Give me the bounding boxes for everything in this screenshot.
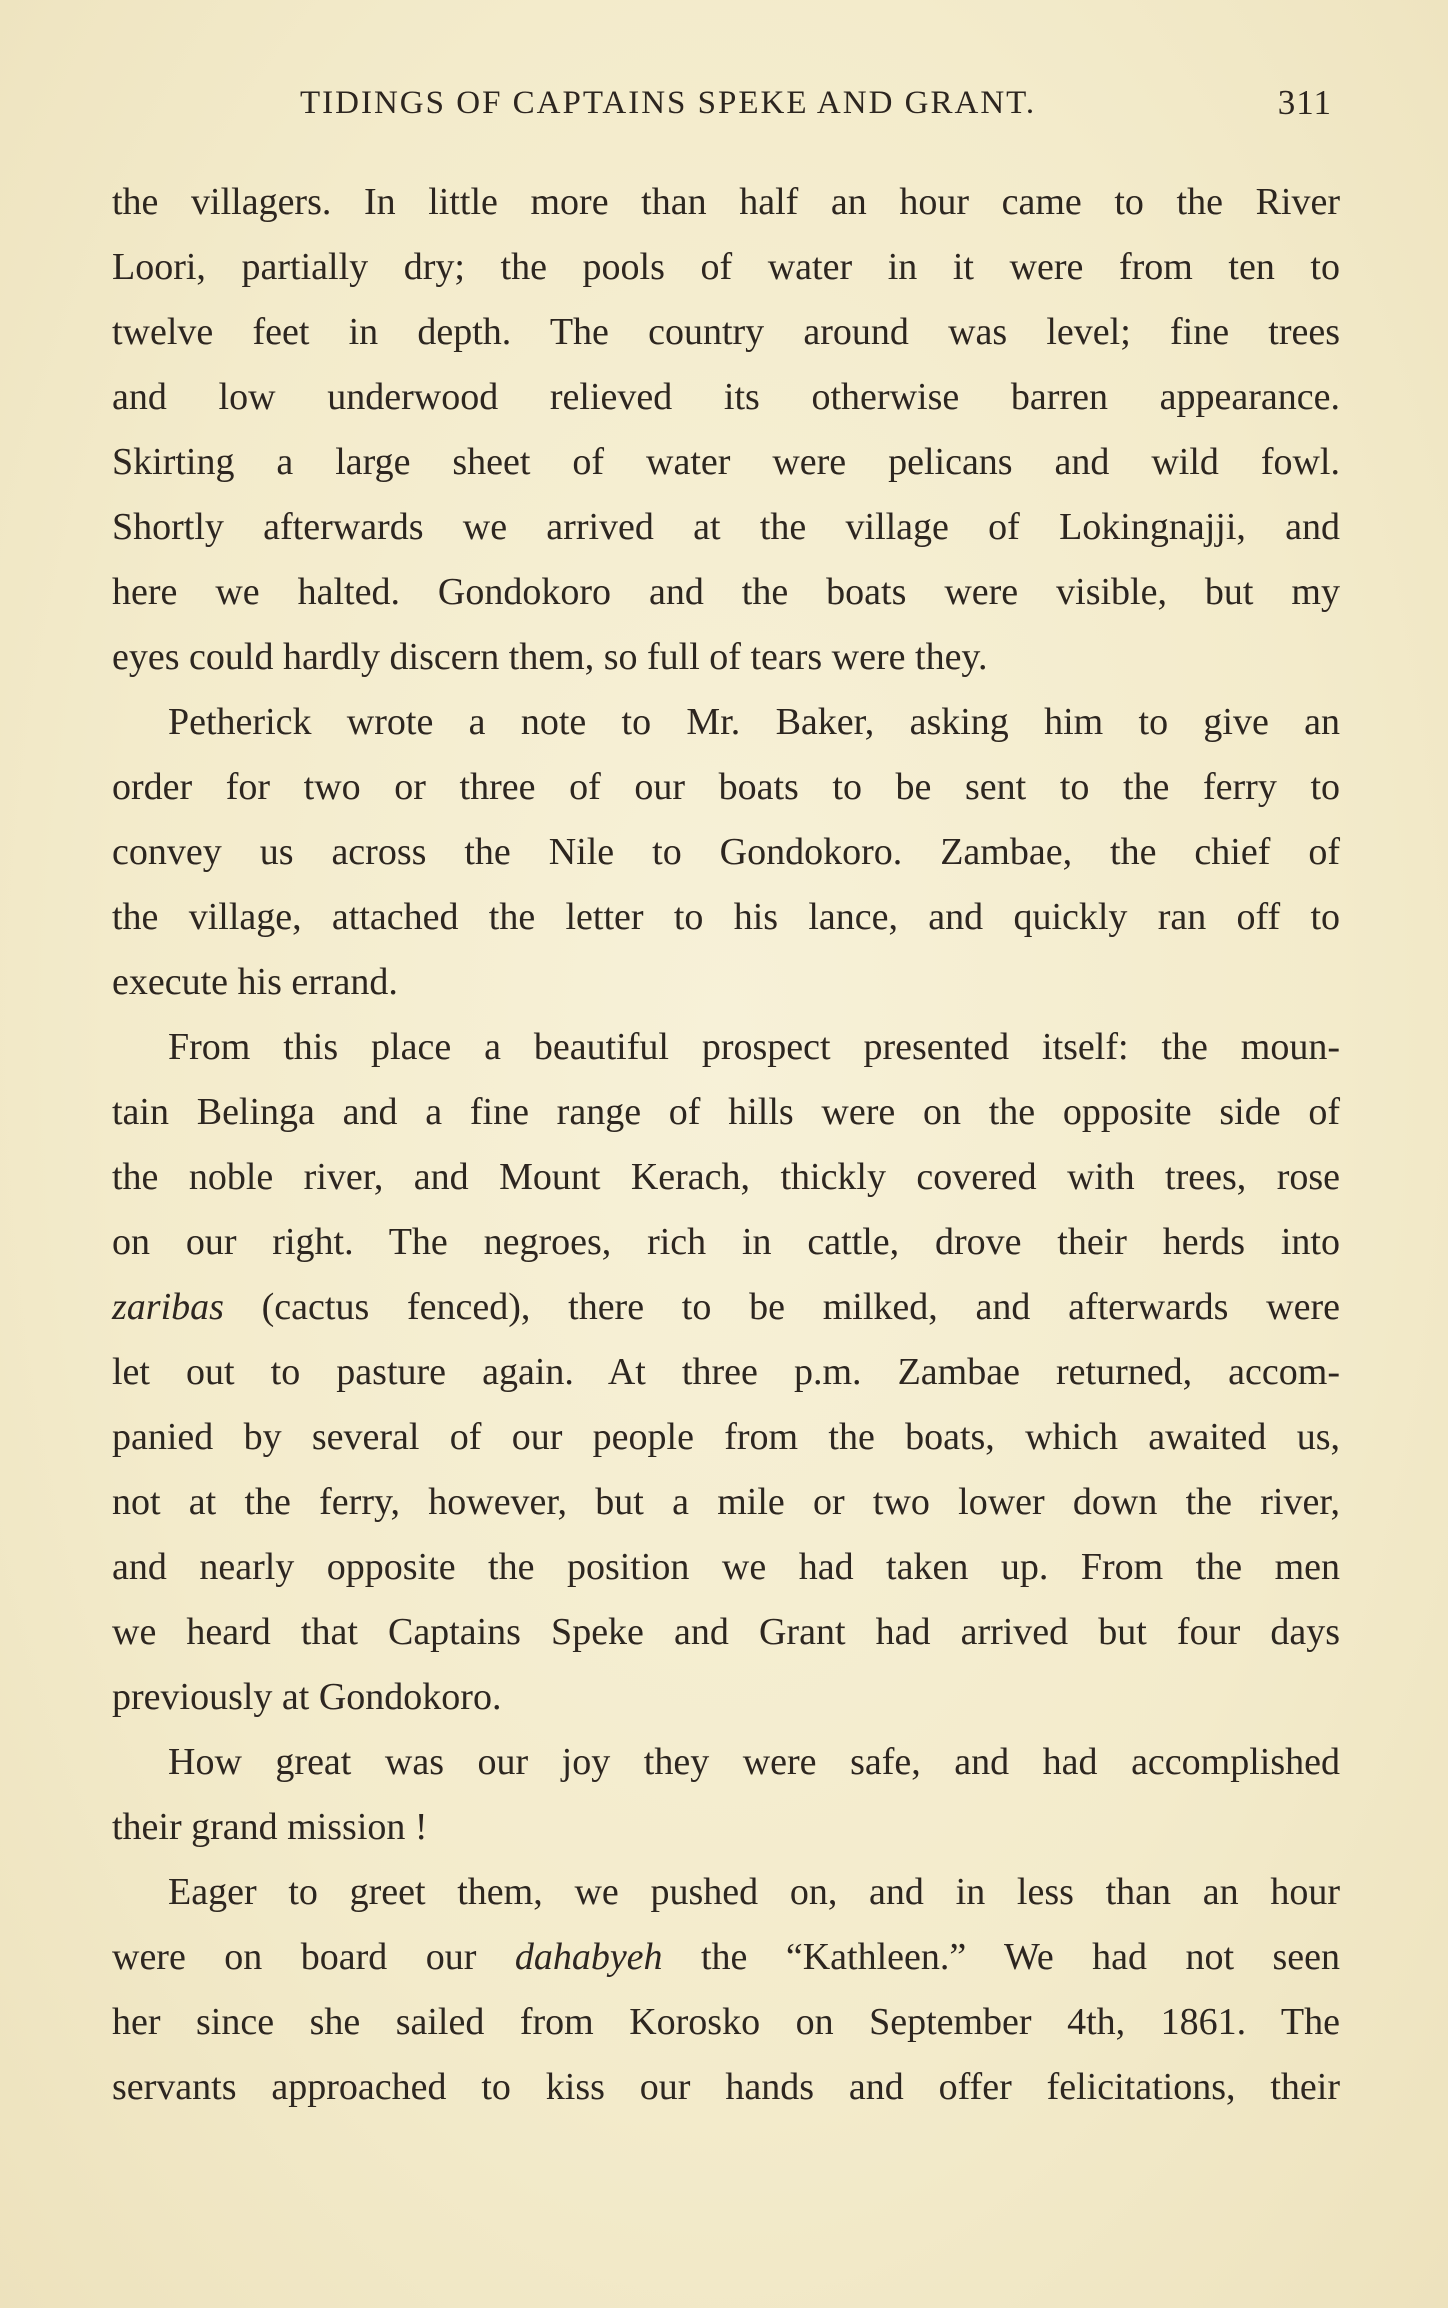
text-line: the village, attached the letter to his lance, and quickly ran off to: [112, 896, 1340, 938]
italic-term: dahabyeh: [514, 1936, 663, 1978]
body-text: [112, 170, 1340, 2120]
page-number: 311: [1277, 83, 1332, 122]
text-line: and low underwood relieved its otherwise barren appearance.: [112, 376, 1340, 418]
text-line: How great was our joy they were safe, and had accomplished: [168, 1741, 1340, 1783]
text-line: Petherick wrote a note to Mr. Baker, asking him to give an: [168, 701, 1340, 743]
text-line: From this place a beautiful prospect presented itself: the moun-: [168, 1026, 1340, 1068]
text-line: the villagers. In little more than half an hour came to the River: [112, 181, 1340, 223]
page-header: [116, 78, 1332, 128]
text-line: zaribas (cactus fenced), there to be milked, and afterwards were: [112, 1286, 1340, 1328]
text-line: here we halted. Gondokoro and the boats were visible, but my: [112, 571, 1340, 613]
text-line: Eager to greet them, we pushed on, and in less than an hour: [168, 1871, 1340, 1913]
text-line: execute his errand.: [112, 961, 398, 1003]
text-line: panied by several of our people from the boats, which awaited us,: [112, 1416, 1340, 1458]
text-line: Loori, partially dry; the pools of water in it were from ten to: [112, 246, 1340, 288]
text-line: Skirting a large sheet of water were pelicans and wild fowl.: [112, 441, 1340, 483]
italic-term: zaribas: [112, 1286, 224, 1328]
running-title: TIDINGS OF CAPTAINS SPEKE AND GRANT.: [300, 85, 1037, 121]
text-line: not at the ferry, however, but a mile or two lower down the river,: [112, 1481, 1340, 1523]
text-line: and nearly opposite the position we had taken up. From the men: [112, 1546, 1340, 1588]
text-line: eyes could hardly discern them, so full of tears were they.: [112, 636, 988, 678]
text-line: let out to pasture again. At three p.m. Zambae returned, accom-: [112, 1351, 1340, 1393]
text-line: twelve feet in depth. The country around was level; fine trees: [112, 311, 1340, 353]
text-line: Shortly afterwards we arrived at the village of Lokingnajji, and: [112, 506, 1340, 548]
text-line: her since she sailed from Korosko on September 4th, 1861. The: [112, 2001, 1340, 2043]
text-line: previously at Gondokoro.: [112, 1676, 502, 1718]
text-line: on our right. The negroes, rich in cattle, drove their herds into: [112, 1221, 1340, 1263]
text-line: were on board our dahabyeh the “Kathleen.” We had not seen: [112, 1936, 1340, 1978]
text-line: we heard that Captains Speke and Grant had arrived but four days: [112, 1611, 1340, 1653]
text-line: convey us across the Nile to Gondokoro. Zambae, the chief of: [112, 831, 1340, 873]
text-line: order for two or three of our boats to be sent to the ferry to: [112, 766, 1340, 808]
text-line: servants approached to kiss our hands and offer felicitations, their: [112, 2066, 1340, 2108]
text-line: their grand mission !: [112, 1806, 428, 1848]
text-line: tain Belinga and a fine range of hills were on the opposite side of: [112, 1091, 1340, 1133]
text-line: the noble river, and Mount Kerach, thickly covered with trees, rose: [112, 1156, 1340, 1198]
